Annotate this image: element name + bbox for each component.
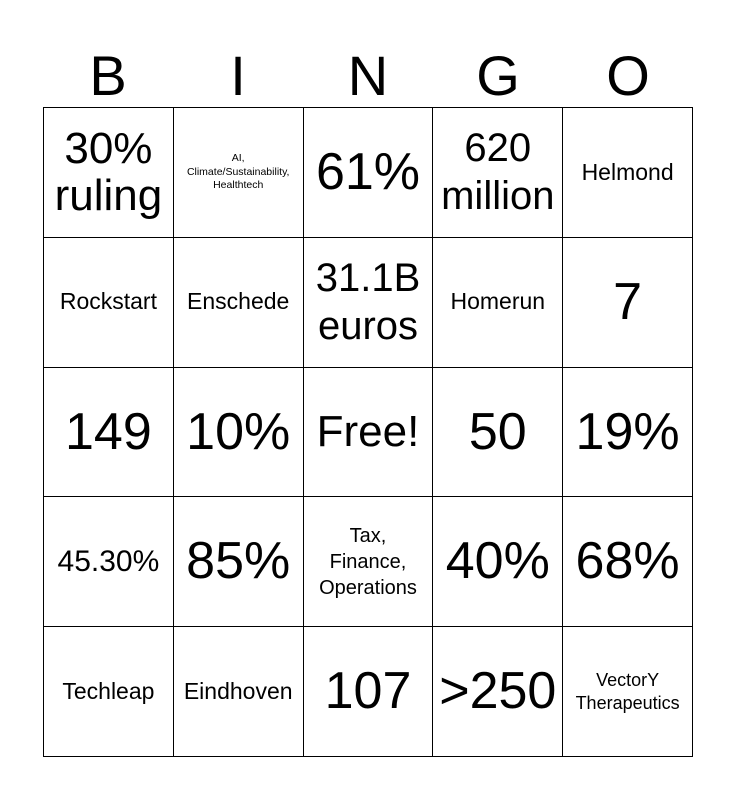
cell-text: 19% xyxy=(575,402,680,461)
cell-text: >250 xyxy=(439,662,557,721)
bingo-cell-r3-c1[interactable] xyxy=(44,368,174,498)
cell-text: 85% xyxy=(186,532,291,591)
bingo-cell-r1-c3[interactable] xyxy=(304,108,434,238)
cell-text: Techleap xyxy=(62,677,155,704)
bingo-cell-r3-c2[interactable] xyxy=(174,368,304,498)
cell-text: 45.30% xyxy=(57,544,160,578)
bingo-cell-r1-c2[interactable] xyxy=(174,108,304,238)
cell-text: 40% xyxy=(445,532,550,591)
cell-text: VectorY Therapeutics xyxy=(575,670,680,713)
bingo-cell-r3-c4[interactable] xyxy=(433,368,563,498)
bingo-cell-r4-c5[interactable] xyxy=(563,497,693,627)
bingo-cell-r3-c3[interactable] xyxy=(304,368,434,498)
cell-text: 30% ruling xyxy=(54,123,163,221)
cell-text: Helmond xyxy=(581,158,674,185)
header-letter-o: O xyxy=(606,44,650,107)
cell-text: 107 xyxy=(324,662,412,721)
bingo-cell-r4-c4[interactable] xyxy=(433,497,563,627)
cell-text: Tax, Finance, Operations xyxy=(319,524,417,599)
cell-text: 10% xyxy=(186,402,291,461)
bingo-cell-r1-c5[interactable] xyxy=(563,108,693,238)
bingo-cell-r5-c1[interactable] xyxy=(44,627,174,757)
bingo-grid xyxy=(43,107,693,757)
bingo-header xyxy=(43,44,693,108)
cell-text: Enschede xyxy=(187,288,290,315)
cell-text: 31.1B euros xyxy=(315,256,421,349)
cell-text: Eindhoven xyxy=(183,677,293,704)
bingo-cell-r3-c5[interactable] xyxy=(563,368,693,498)
bingo-cell-r4-c1[interactable] xyxy=(44,497,174,627)
cell-text: 620 million xyxy=(441,126,555,219)
bingo-cell-r5-c3[interactable] xyxy=(304,627,434,757)
cell-text: Homerun xyxy=(450,288,546,315)
bingo-cell-r2-c3[interactable] xyxy=(304,238,434,368)
header-letter-g: G xyxy=(476,44,520,107)
bingo-cell-r1-c4[interactable] xyxy=(433,108,563,238)
cell-text: 68% xyxy=(575,532,680,591)
cell-text: 50 xyxy=(468,402,527,461)
bingo-cell-r2-c4[interactable] xyxy=(433,238,563,368)
bingo-cell-r2-c1[interactable] xyxy=(44,238,174,368)
bingo-cell-r5-c2[interactable] xyxy=(174,627,304,757)
bingo-cell-r2-c5[interactable] xyxy=(563,238,693,368)
header-letter-i: I xyxy=(230,44,246,107)
cell-text: 7 xyxy=(613,272,643,331)
cell-text: 149 xyxy=(65,402,152,461)
cell-text: 61% xyxy=(315,143,421,202)
bingo-cell-r5-c4[interactable] xyxy=(433,627,563,757)
cell-text: Free! xyxy=(316,407,420,457)
header-letter-n: N xyxy=(347,44,389,107)
bingo-cell-r5-c5[interactable] xyxy=(563,627,693,757)
bingo-cell-r4-c3[interactable] xyxy=(304,497,434,627)
cell-text: AI, Climate/Sustainability, Healthtech xyxy=(186,151,290,192)
bingo-cell-r4-c2[interactable] xyxy=(174,497,304,627)
cell-text: Rockstart xyxy=(59,288,157,315)
header-letter-b: B xyxy=(89,44,127,107)
bingo-cell-r2-c2[interactable] xyxy=(174,238,304,368)
bingo-cell-r1-c1[interactable] xyxy=(44,108,174,238)
